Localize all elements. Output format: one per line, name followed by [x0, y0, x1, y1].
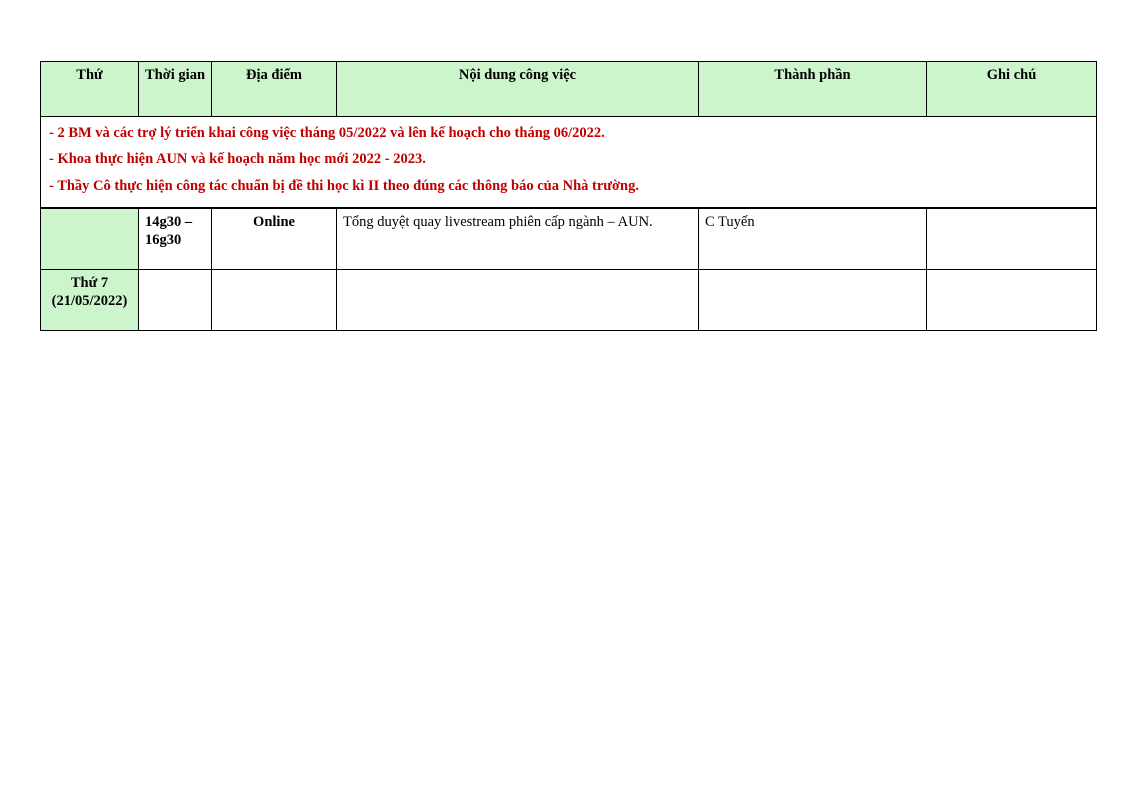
cell-note [927, 208, 1097, 270]
cell-people [699, 270, 927, 331]
cell-note [927, 270, 1097, 331]
cell-people: C Tuyến [699, 208, 927, 270]
table-body [41, 117, 1097, 331]
note-line-3: - Thầy Cô thực hiện công tác chuẩn bị đề thi học kì II theo đúng các thông báo của Nhà trường. [49, 177, 639, 194]
note-line-1: - 2 BM và các trợ lý triển khai công việc tháng 05/2022 và lên kế hoạch cho tháng 06/2022. [49, 125, 605, 141]
cell-content: Tổng duyệt quay livestream phiên cấp ngành – AUN. [337, 208, 699, 270]
table-header [41, 62, 1097, 117]
column-header-ghi-chu: Ghi chú [927, 62, 1097, 117]
weekly-schedule-table [40, 61, 1097, 331]
notes-row [41, 117, 1097, 209]
column-header-dia-diem: Địa điểm [212, 62, 337, 117]
cell-time: 14g30 – 16g30 [139, 208, 212, 270]
cell-time [139, 270, 212, 331]
column-header-thoi-gian: Thời gian [139, 62, 212, 117]
cell-day-line2: (21/05/2022) [51, 293, 128, 310]
note-line-2: - Khoa thực hiện AUN và kế hoạch năm học mới 2022 - 2023. [49, 151, 426, 168]
column-header-thanh-phan: Thành phần [699, 62, 927, 117]
cell-content [337, 270, 699, 331]
column-header-thu: Thứ [41, 62, 139, 117]
cell-place [212, 270, 337, 331]
table-row [41, 270, 1097, 331]
table-row [41, 208, 1097, 270]
table-header-row [41, 62, 1097, 117]
cell-place: Online [212, 208, 337, 270]
cell-day [41, 270, 139, 331]
cell-day-line1: Thứ 7 [70, 275, 109, 292]
notes-cell [41, 117, 1097, 209]
column-header-noi-dung-cong-viec: Nội dung công việc [337, 62, 699, 117]
cell-day [41, 208, 139, 270]
